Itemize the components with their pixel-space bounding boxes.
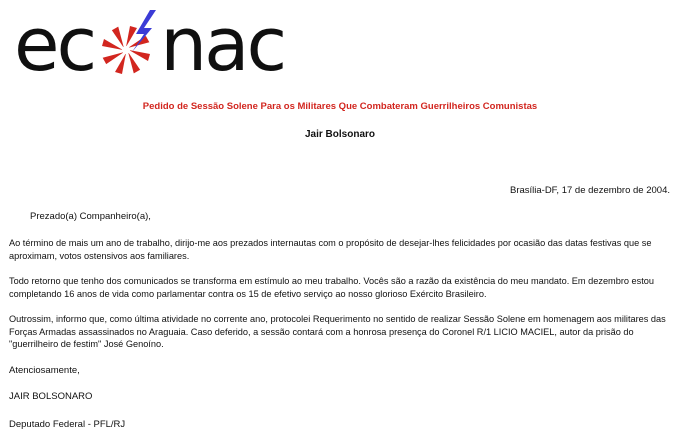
letter-greeting: Prezado(a) Companheiro(a), xyxy=(30,211,151,222)
logo-text-left: ec xyxy=(14,2,95,88)
signature-name: JAIR BOLSONARO xyxy=(9,391,93,402)
signature-title: Deputado Federal - PFL/RJ xyxy=(9,419,126,430)
paragraph-solemn-session: Outrossim, informo que, como última atividade no corrente ano, protocolei Requerimento no sentido de realizar Sessão Solene em homenagem aos militares das Forças Armadas assassinados no Araguaia. Caso deferido, a sessão contará com a honrosa presença do Coronel R/1 LICIO MACIEL, autor da prisão do "guerrilheiro de festim" José Genoíno. xyxy=(9,314,666,349)
econac-logo xyxy=(14,2,394,88)
letter-closing: Atenciosamente, xyxy=(9,365,80,376)
logo-text-right: nac xyxy=(160,2,285,88)
pinwheel-lightning-icon xyxy=(92,8,164,82)
letter-title: Pedido de Sessão Solene Para os Militares Que Combateram Guerrilheiros Comunistas xyxy=(142,101,538,112)
letter-date: Brasília-DF, 17 de dezembro de 2004. xyxy=(509,185,670,196)
paragraph-mandate: Todo retorno que tenho dos comunicados se transforma em estímulo ao meu trabalho. Vocês são a razão da existência do meu mandato. Em dezembro estou completando 16 anos de vida como parlamentar contra os 15 de efetivo serviço ao nosso glorioso Exército Brasileiro. xyxy=(9,276,655,299)
paragraph-season-greetings: Ao término de mais um ano de trabalho, dirijo-me aos prezados internautas com o propósito de desejar-lhes felicidades por ocasião das datas festivas que se aproximam, votos ostensivos aos familiares. xyxy=(9,238,652,261)
letter-author: Jair Bolsonaro xyxy=(304,129,376,140)
